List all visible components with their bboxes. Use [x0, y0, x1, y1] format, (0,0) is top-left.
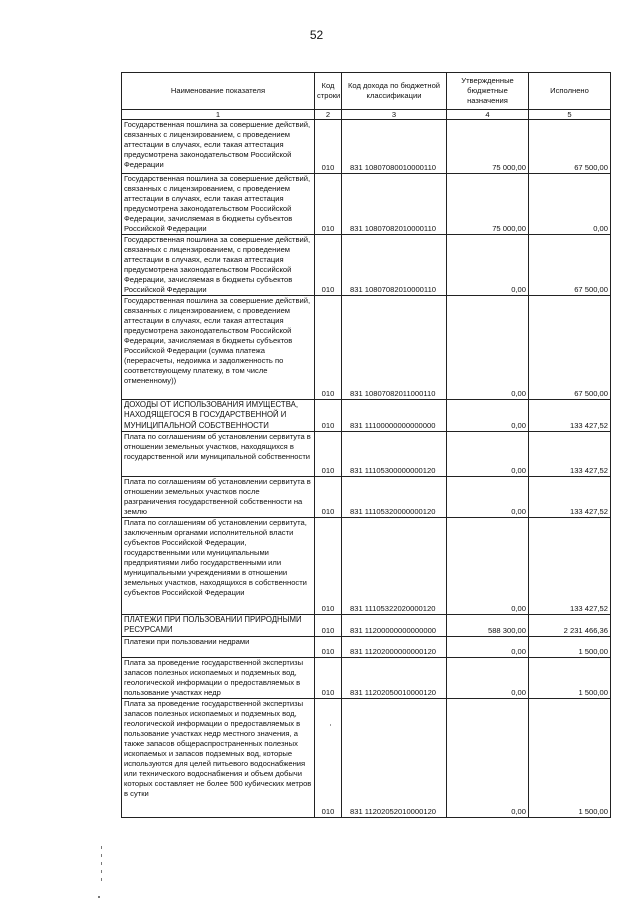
column-header-approved: Утвержденные бюджетные назначения: [447, 73, 529, 110]
row-code: 010: [315, 657, 342, 698]
table-row: [122, 698, 611, 817]
row-classification: 831 11202000000000120: [342, 636, 447, 657]
table-row: [122, 657, 611, 698]
row-classification: 831 11105322020000120: [342, 518, 447, 615]
column-number: 2: [315, 110, 342, 120]
scan-speck: [98, 896, 100, 898]
table-row: [122, 174, 611, 235]
row-executed: 133 427,52: [529, 477, 611, 518]
revenue-table: [121, 72, 611, 818]
row-approved: 0,00: [447, 432, 529, 477]
row-executed: 0,00: [529, 174, 611, 235]
row-classification: 831 11105320000000120: [342, 477, 447, 518]
row-name: Государственная пошлина за совершение действий, связанных с лицензированием, с проведением аттестации в случаях, если такая аттестация предусмотрена законодательством Российской Федерации, зачисляемая в бюджеты субъектов Российской Федерации: [122, 235, 315, 296]
row-name: Платежи при пользовании недрами: [122, 636, 315, 657]
header-row: [122, 73, 611, 110]
row-executed: 67 500,00: [529, 296, 611, 400]
row-code: 010: [315, 235, 342, 296]
row-classification: 831 11200000000000000: [342, 615, 447, 637]
row-approved: 588 300,00: [447, 615, 529, 637]
row-approved: 0,00: [447, 477, 529, 518]
row-name: Плата за проведение государственной экспертизы запасов полезных ископаемых и подземных вод, геологической информации о предоставляемых в пользование участках недр местного значения, а также запасов общераспространенных полезных ископаемых и запасов подземных вод, которые используются для целей питьевого водоснабжения или технического водоснабжения и объем добычи которых составляет не более 500 кубических метров в сутки: [122, 698, 315, 817]
row-code: 010: [315, 615, 342, 637]
column-number-row: [122, 110, 611, 120]
table-row: [122, 615, 611, 637]
page-number: 52: [309, 28, 324, 42]
table-row: [122, 636, 611, 657]
row-approved: 0,00: [447, 400, 529, 432]
scan-speck: [330, 724, 331, 726]
row-executed: 133 427,52: [529, 432, 611, 477]
row-code: 010: [315, 477, 342, 518]
column-number: 1: [122, 110, 315, 120]
row-approved: 0,00: [447, 698, 529, 817]
row-code: 010: [315, 432, 342, 477]
row-executed: 1 500,00: [529, 657, 611, 698]
row-classification: 831 11105300000000120: [342, 432, 447, 477]
row-name: Государственная пошлина за совершение действий, связанных с лицензированием, с проведением аттестации в случаях, если такая аттестация предусмотрена законодательством Российской Федерации, зачисляемая в бюджеты субъектов Российской Федерации (сумма платежа (перерасчеты, недоимка и задолженность по соответствующему платежу, в том числе отмененному)): [122, 296, 315, 400]
row-code: 010: [315, 174, 342, 235]
row-name: ПЛАТЕЖИ ПРИ ПОЛЬЗОВАНИИ ПРИРОДНЫМИ РЕСУРСАМИ: [122, 615, 315, 637]
row-executed: 133 427,52: [529, 518, 611, 615]
row-executed: 1 500,00: [529, 698, 611, 817]
table-row: [122, 235, 611, 296]
row-code: 010: [315, 636, 342, 657]
row-name: Плата за проведение государственной экспертизы запасов полезных ископаемых и подземных вод, геологической информации о предоставляемых в пользование участках недр: [122, 657, 315, 698]
table-row: [122, 432, 611, 477]
row-approved: 0,00: [447, 235, 529, 296]
column-header-code: Код строки: [315, 73, 342, 110]
row-name: Плата по соглашениям об установлении сервитута в отношении земельных участков после разграничения государственной собственности на землю: [122, 477, 315, 518]
row-executed: 67 500,00: [529, 235, 611, 296]
row-approved: 0,00: [447, 657, 529, 698]
column-header-executed: Исполнено: [529, 73, 611, 110]
row-code: 010: [315, 518, 342, 615]
row-classification: 831 11202052010000120: [342, 698, 447, 817]
column-number: 5: [529, 110, 611, 120]
row-approved: 0,00: [447, 518, 529, 615]
row-classification: 831 10807082011000110: [342, 296, 447, 400]
row-classification: 831 10807082010000110: [342, 235, 447, 296]
row-executed: 133 427,52: [529, 400, 611, 432]
row-code: 010: [315, 698, 342, 817]
row-executed: 1 500,00: [529, 636, 611, 657]
row-executed: 67 500,00: [529, 120, 611, 174]
row-name: Государственная пошлина за совершение действий, связанных с лицензированием, с проведением аттестации в случаях, если такая аттестация предусмотрена законодательством Российской Федерации: [122, 120, 315, 174]
row-classification: 831 11202050010000120: [342, 657, 447, 698]
table-row: [122, 120, 611, 174]
row-name: Плата по соглашениям об установлении сервитута в отношении земельных участков, находящихся в государственной или муниципальной собственности: [122, 432, 315, 477]
table-row: [122, 518, 611, 615]
row-executed: 2 231 466,36: [529, 615, 611, 637]
column-header-classification: Код дохода по бюджетной классификации: [342, 73, 447, 110]
row-approved: 0,00: [447, 296, 529, 400]
row-code: 010: [315, 120, 342, 174]
table-row: [122, 477, 611, 518]
column-number: 3: [342, 110, 447, 120]
column-number: 4: [447, 110, 529, 120]
row-name: Плата по соглашениям об установлении сервитута, заключенным органами исполнительной власти субъектов Российской Федерации, государственными или муниципальными предприятиями либо государственными или муниципальными учреждениями в отношении земельных участков, находящихся в собственности субъектов Российской Федерации: [122, 518, 315, 615]
row-code: 010: [315, 296, 342, 400]
row-approved: 75 000,00: [447, 120, 529, 174]
row-code: 010: [315, 400, 342, 432]
row-approved: 75 000,00: [447, 174, 529, 235]
row-approved: 0,00: [447, 636, 529, 657]
column-header-name: Наименование показателя: [122, 73, 315, 110]
table-row: [122, 296, 611, 400]
row-classification: 831 10807080010000110: [342, 120, 447, 174]
row-name: Государственная пошлина за совершение действий, связанных с лицензированием, с проведением аттестации в случаях, если такая аттестация предусмотрена законодательством Российской Федерации, зачисляемая в бюджеты субъектов Российской Федерации: [122, 174, 315, 235]
table-row: [122, 400, 611, 432]
row-name: ДОХОДЫ ОТ ИСПОЛЬЗОВАНИЯ ИМУЩЕСТВА, НАХОДЯЩЕГОСЯ В ГОСУДАРСТВЕННОЙ И МУНИЦИПАЛЬНОЙ СОБСТВЕННОСТИ: [122, 400, 315, 432]
margin-marks: [101, 846, 102, 886]
row-classification: 831 10807082010000110: [342, 174, 447, 235]
row-classification: 831 11100000000000000: [342, 400, 447, 432]
